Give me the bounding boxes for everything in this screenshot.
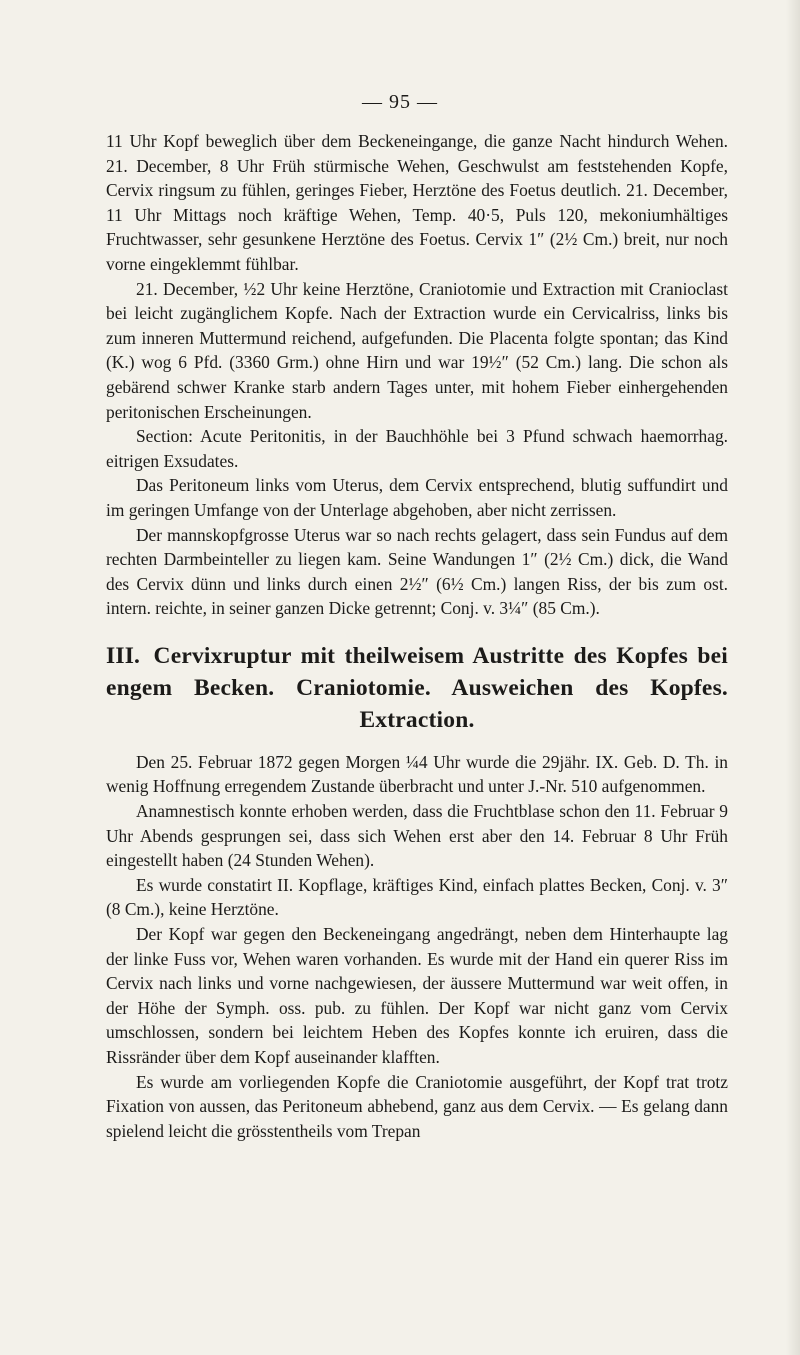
- paragraph: 21. December, ½2 Uhr keine Herztöne, Craniotomie und Extraction mit Cranioclast bei leicht zugänglichem Kopfe. Nach der Extraction wurde ein Cervicalriss, links bis zum inneren Muttermund reichend, aufgefunden. Die Placenta folgte spontan; das Kind (K.) wog 6 Pfd. (3360 Grm.) ohne Hirn und war 19½″ (52 Cm.) lang. Die schon als gebärend schwer Kranke starb andern Tages unter, mit hohem Fieber einhergehenden peritonischen Erscheinungen.: [106, 278, 728, 422]
- paragraph: Es wurde am vorliegenden Kopfe die Craniotomie ausgeführt, der Kopf trat trotz Fixation von aussen, das Peritoneum abhebend, ganz aus dem Cervix. — Es gelang dann spielend leicht die grösstentheils vom Trepan: [106, 1071, 728, 1141]
- paragraph: Es wurde constatirt II. Kopflage, kräftiges Kind, einfach plattes Becken, Conj. v. 3″ (8 Cm.), keine Herztöne.: [106, 874, 728, 920]
- page-number: — 95 —: [362, 91, 438, 113]
- paragraph: Der Kopf war gegen den Beckeneingang angedrängt, neben dem Hinterhaupte lag der linke Fuss vor, Wehen waren vorhanden. Es wurde mit der Hand ein querer Riss im Cervix nach links und vorne nachgewiesen, der äussere Muttermund war weit offen, in der Höhe der Symph. oss. pub. zu fühlen. Der Kopf war nicht ganz vom Cervix umschlossen, sondern bei leichtem Heben des Kopfes konnte ich eruiren, dass die Rissränder über dem Kopf auseinander klafften.: [106, 924, 728, 1067]
- page-edge-shadow: [786, 0, 800, 1355]
- section-heading: [106, 640, 728, 736]
- section-numeral: III.: [106, 642, 141, 669]
- paragraph: Den 25. Februar 1872 gegen Morgen ¼4 Uhr wurde die 29jähr. IX. Geb. D. Th. in wenig Hoffnung erregendem Zustande überbracht und unter J.-Nr. 510 aufgenommen.: [106, 751, 728, 797]
- paragraph: 11 Uhr Kopf beweglich über dem Beckeneingange, die ganze Nacht hindurch Wehen. 21. December, 8 Uhr Früh stürmische Wehen, Geschwulst am feststehenden Kopfe, Cervix ringsum zu fühlen, geringes Fieber, Herztöne des Foetus deutlich. 21. December, 11 Uhr Mittags noch kräftige Wehen, Temp. 40·5, Puls 120, mekoniumhältiges Fruchtwasser, sehr gesunkene Herztöne des Foetus. Cervix 1″ (2½ Cm.) breit, nur noch vorne eingeklemmt fühlbar.: [106, 131, 728, 274]
- paragraph: Anamnestisch konnte erhoben werden, dass die Fruchtblase schon den 11. Februar 9 Uhr Abends gesprungen sei, dass sich Wehen erst aber den 14. Februar 8 Uhr Früh eingestellt haben (24 Stunden Wehen).: [106, 801, 728, 871]
- section-title: Cervixruptur mit theilweisem Austritte des Kopfes bei engem Becken. Craniotomie. Ausweichen des Kopfes. Extraction.: [106, 642, 728, 733]
- paragraph: Das Peritoneum links vom Uterus, dem Cervix entsprechend, blutig suffundirt und im geringen Umfange von der Unterlage abgehoben, aber nicht zerrissen.: [106, 475, 728, 520]
- page-body: [106, 129, 728, 1143]
- paragraph: Section: Acute Peritonitis, in der Bauchhöhle bei 3 Pfund schwach haemorrhag. eitrigen Exsudates.: [106, 426, 728, 471]
- paragraph: Der mannskopfgrosse Uterus war so nach rechts gelagert, dass sein Fundus auf dem rechten Darmbeinteller zu liegen kam. Seine Wandungen 1″ (2½ Cm.) dick, die Wand des Cervix dünn und links durch einen 2½″ (6½ Cm.) langen Riss, der bis zum ost. intern. reichte, in seiner ganzen Dicke getrennt; Conj. v. 3¼″ (85 Cm.).: [106, 524, 728, 619]
